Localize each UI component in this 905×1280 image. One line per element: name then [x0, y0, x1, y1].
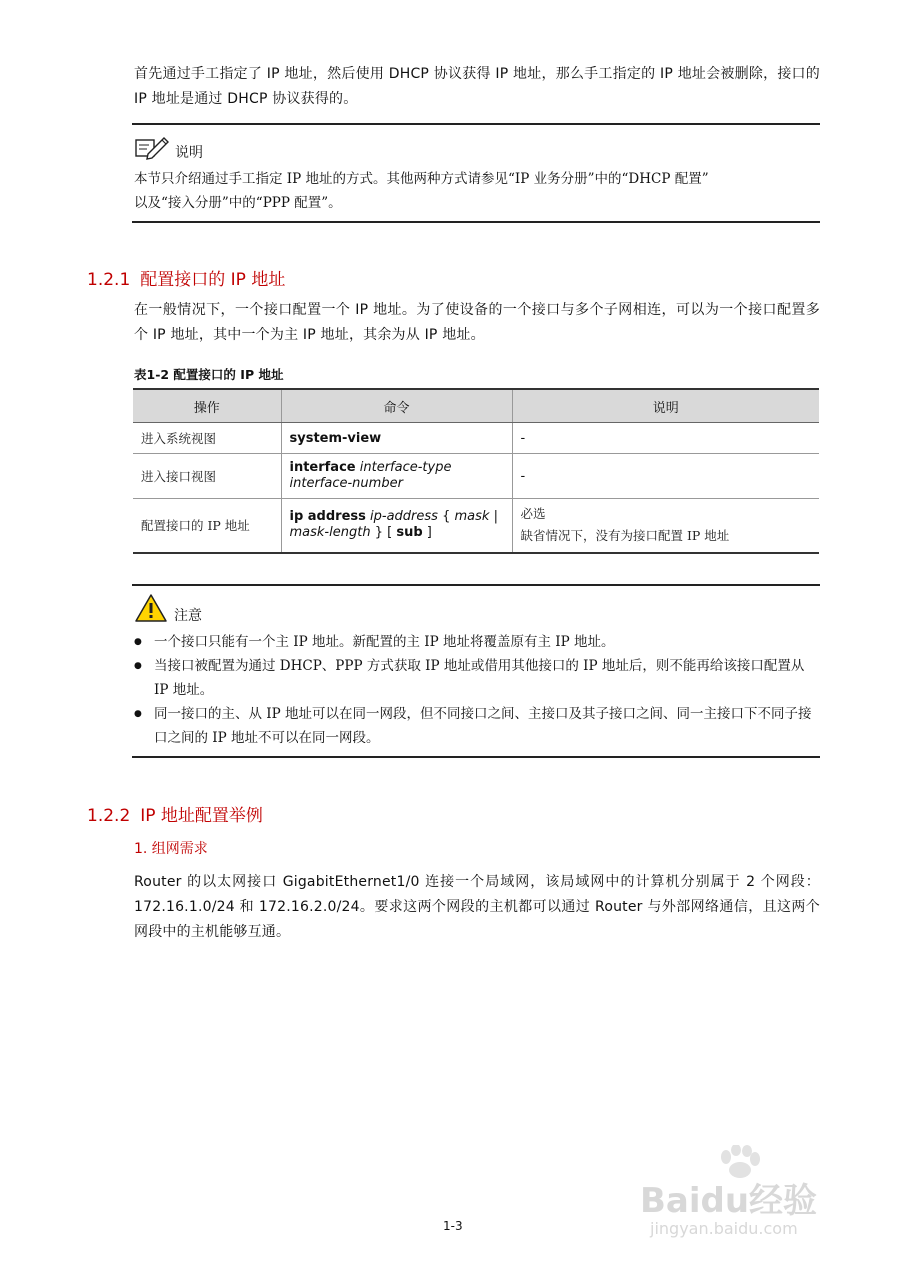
section-2-paragraph: Router 的以太网接口 GigabitEthernet1/0 连接一个局域网，该局域网中的计算机分别属于 2 个网段：172.16.1.0/24 和 172.16.2.0/24。要求这两个网段的主机都可以通过 Router 与外部网络通信，且这两个网段中的主机能够互通。	[134, 874, 820, 940]
command-argument: mask	[454, 509, 490, 525]
command-syntax: |	[493, 509, 498, 525]
section-heading-1-2-2	[87, 801, 263, 826]
command-keyword: interface	[289, 460, 356, 475]
page-number: 1-3	[443, 1219, 463, 1233]
section-number: 1.2.1	[87, 270, 131, 290]
table-caption: 表1-2 配置接口的 IP 地址	[134, 367, 284, 382]
description-line: 缺省情况下，没有为接口配置 IP 地址	[520, 528, 730, 544]
section-title: 配置接口的 IP 地址	[140, 270, 286, 290]
command-keyword: system-view	[289, 430, 382, 446]
command-syntax: ]	[426, 525, 432, 541]
table-row	[133, 423, 819, 454]
command-argument: interface-type	[359, 460, 452, 475]
caution-title: 注意	[174, 608, 202, 624]
table-cell-operation: 配置接口的 IP 地址	[133, 499, 281, 553]
command-syntax: } [	[374, 525, 393, 541]
list-item: ● 当接口被配置为通过 DHCP、PPP 方式获取 IP 地址或借用其他接口的 IP 地址后，则不能再给该接口配置从 IP 地址。	[134, 654, 820, 702]
table-row	[133, 499, 819, 553]
watermark-url: jingyan.baidu.com	[650, 1219, 798, 1238]
table-cell-operation: 进入接口视图	[133, 454, 281, 499]
table-cell-command	[281, 454, 512, 499]
section-1-paragraph: 在一般情况下，一个接口配置一个 IP 地址。为了使设备的一个接口与多个子网相连，可以为一个接口配置多个 IP 地址，其中一个为主 IP 地址，其余为从 IP 地址。	[134, 302, 820, 343]
section-title: IP 地址配置举例	[140, 806, 263, 826]
caution-list	[134, 630, 820, 750]
intro-paragraph: 首先通过手工指定了 IP 地址，然后使用 DHCP 协议获得 IP 地址，那么手工指定的 IP 地址会被删除，接口的 IP 地址是通过 DHCP 协议获得的。	[134, 66, 820, 107]
command-argument: mask-length	[289, 525, 371, 541]
table-header-command: 命令	[281, 389, 512, 423]
command-syntax: {	[442, 509, 451, 525]
table-cell-command	[281, 499, 512, 553]
warning-triangle-icon	[134, 593, 168, 623]
table-header-description: 说明	[512, 389, 819, 423]
note-line-2: 以及“接入分册”中的“PPP 配置”。	[134, 195, 342, 211]
list-item: ● 同一接口的主、从 IP 地址可以在同一网段，但不同接口之间、主接口及其子接口之间、同一主接口下不同子接口之间的 IP 地址不可以在同一网段。	[134, 702, 820, 750]
note-top-rule	[132, 123, 820, 125]
watermark-brand: Baidu经验	[640, 1181, 818, 1221]
note-title: 说明	[175, 145, 203, 161]
table-row	[133, 454, 819, 499]
caution-top-rule	[132, 584, 820, 586]
table-cell-description	[512, 499, 819, 553]
command-keyword: ip address	[289, 509, 366, 525]
command-argument: ip-address	[370, 509, 438, 525]
table-cell-command	[281, 423, 512, 454]
table-cell-description: -	[512, 454, 819, 499]
table-cell-description: -	[512, 423, 819, 454]
config-table	[133, 388, 819, 554]
note-pencil-icon	[134, 134, 174, 160]
list-item: ● 一个接口只能有一个主 IP 地址。新配置的主 IP 地址将覆盖原有主 IP 地址。	[134, 630, 820, 654]
sub-heading: 1. 组网需求	[134, 841, 208, 857]
note-bottom-rule	[132, 221, 820, 223]
caution-bottom-rule	[132, 756, 820, 758]
table-header-operation: 操作	[133, 389, 281, 423]
command-keyword: sub	[396, 525, 423, 541]
section-number: 1.2.2	[87, 806, 131, 826]
note-line-1: 本节只介绍通过手工指定 IP 地址的方式。其他两种方式请参见“IP 业务分册”中的“DHCP 配置”	[134, 171, 709, 187]
description-line: 必选	[520, 506, 546, 522]
table-cell-operation: 进入系统视图	[133, 423, 281, 454]
command-argument: interface-number	[289, 476, 403, 491]
section-heading-1-2-1	[87, 265, 285, 290]
